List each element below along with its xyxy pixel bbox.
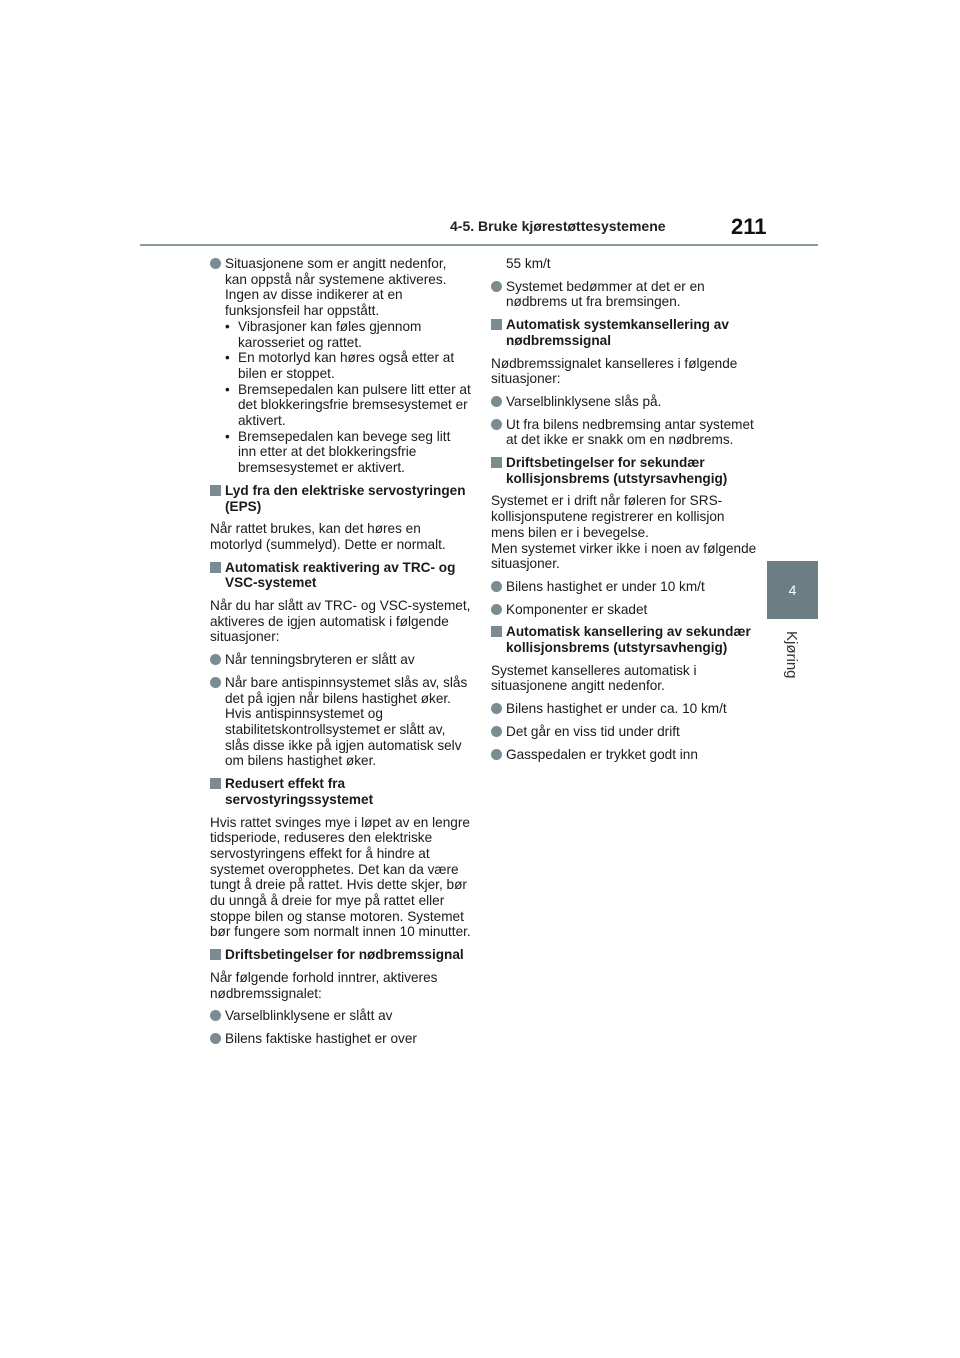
section-heading: Lyd fra den elektriske servostyringen (EPS) [210,483,472,514]
page-number: 211 [731,214,767,239]
paragraph: Nødbremssignalet kanselleres i følgende situasjoner: [491,355,738,387]
list-item: Bilens faktiske hastighet er over [210,1031,472,1047]
list-item [210,256,472,476]
list-item: Bilens hastighet er under 10 km/t [491,579,759,595]
left-column [210,256,472,1054]
list-item: Det går en viss tid under drift [491,724,759,740]
paragraph [491,493,759,572]
list-item: Varselblinklysene slås på. [491,394,759,410]
list-item [210,675,472,769]
sub-item: • Bremsepedalen kan pulsere litt etter at det blokkeringsfrie bremsesystemet er aktivert. [225,382,472,429]
section-heading: Driftsbetingelser for sekundær kollisjonsbrems (utstyrsavhengig) [491,455,759,486]
sub-item: • Vibrasjoner kan føles gjennom karosseriet og rattet. [225,319,472,350]
list-item: Ut fra bilens nedbremsing antar systemet at det ikke er snakk om en nødbrems. [491,417,759,448]
list-item: Varselblinklysene er slått av [210,1008,472,1024]
section-heading: Automatisk systemkansellering av nødbremssignal [491,317,759,348]
sub-item: • En motorlyd kan høres også etter at bilen er stoppet. [225,350,472,381]
sub-item: • Bremsepedalen kan bevege seg litt inn etter at det blokkeringsfrie bremsesystemet er aktivert. [225,429,472,476]
bullet-text: Situasjonene som er angitt nedenfor, kan oppstå når systemene aktiveres. Ingen av disse indikerer at en funksjonsfeil har oppstått. [225,256,447,319]
list-item: Bilens hastighet er under ca. 10 km/t [491,701,759,717]
paragraph-text: Systemet er i drift når føleren for SRS-kollisjonsputene registrerer en kollisjon mens bilen er i bevegelse. [491,493,725,540]
list-item: Komponenter er skadet [491,602,759,618]
section-heading: Automatisk reaktivering av TRC- og VSC-systemet [210,560,472,591]
paragraph-text: Men systemet virker ikke i noen av følgende situasjoner. [491,540,757,572]
paragraph: Når du har slått av TRC- og VSC-systemet, aktiveres de igjen automatisk i følgende situasjoner: [210,598,471,645]
list-item: Når tenningsbryteren er slått av [210,652,472,668]
section-heading: Automatisk kansellering av sekundær kollisjonsbrems (utstyrsavhengig) [491,624,759,655]
right-column [491,256,759,769]
header-divider [140,244,818,246]
chapter-label: Kjøring [783,631,800,679]
continued-text: 55 km/t [506,256,551,271]
list-item: Systemet bedømmer at det er en nødbrems ut fra bremsingen. [491,279,759,310]
section-heading: Redusert effekt fra servostyringssystemet [210,776,472,807]
bullet-text: Når bare antispinnsystemet slås av, slås det på igjen når bilens hastighet øker. [225,674,468,706]
chapter-tab[interactable]: 4 [767,561,818,619]
paragraph: Når rattet brukes, kan det høres en motorlyd (summelyd). Dette er normalt. [210,521,446,552]
list-item: Gasspedalen er trykket godt inn [491,747,759,763]
paragraph: Systemet kanselleres automatisk i situasjonene angitt nedenfor. [491,662,697,694]
paragraph: Når følgende forhold inntrer, aktiveres nødbremssignalet: [210,969,438,1001]
section-heading: Driftsbetingelser for nødbremssignal [210,947,472,963]
section-title: 4-5. Bruke kjørestøttesystemene [450,218,666,234]
paragraph: Hvis rattet svinges mye i løpet av en lengre tidsperiode, reduseres den elektriske servostyringens effekt for å hindre at systemet overopphetes. Det kan da være tungt å dreie på rattet. Hvis dette skjer, bør du unngå å dreie for mye på rattet eller stoppe bilen og stanse motoren. Systemet bør fungere som normalt innen 10 minutter. [210,814,471,940]
bullet-continuation: Hvis antispinnsystemet og stabilitetskontrollsystemet er slått av, slås disse ikke på igjen automatisk selv om bilens hastighet øker. [225,706,462,769]
